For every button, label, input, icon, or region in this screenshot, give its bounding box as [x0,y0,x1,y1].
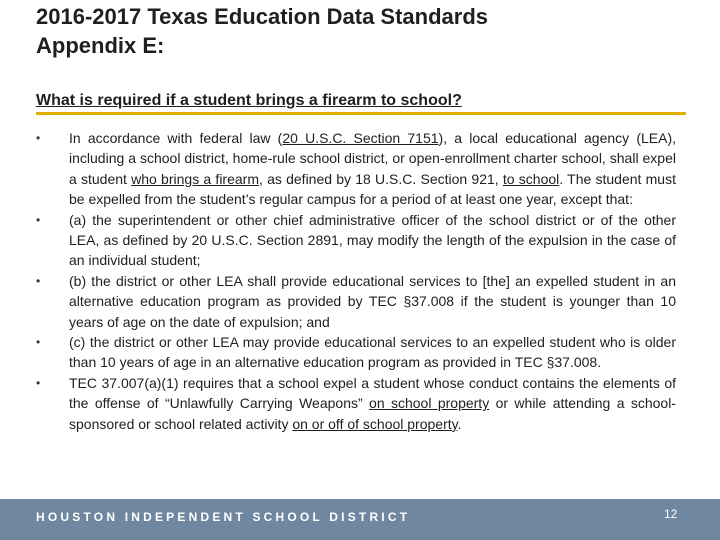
question-text: What is required if a student brings a firearm to school? [36,92,462,109]
bullet-tec-requirement: • TEC 37.007(a)(1) requires that a school expel a student whose conduct contains the elements of the offense of “Unlawfully Carrying Weapons” on school property or while attending a school-sponsored or school related activity on or off of school property. [36,374,676,432]
law-citation: 20 U.S.C. Section 7151 [282,130,439,146]
bullet-federal-law: • In accordance with federal law (20 U.S.C. Section 7151), a local educational agency (LEA), including a school district, home-rule school district, or open-enrollment charter school, shall expel a student who brings a firearm, as defined by 18 U.S.C. Section 921, to school. The student must be expelled from the student’s regular campus for a period of at least one year, except that: [36,130,677,208]
school-property-phrase: on school property [369,395,490,412]
slide-title [36,2,696,60]
bullet-dot-icon: • [36,212,41,227]
on-off-property-phrase: on or off of school property [292,415,458,432]
question-heading [36,90,686,115]
title-line-2: Appendix E: [36,33,165,58]
bullet-dot-icon: • [36,375,41,390]
bullet-exception-b: • (b) the district or other LEA shall provide educational services to [the] an expelled student in an alternative education program as provided by TEC §37.008 if the student is younger than 10 years of age on the date of expulsion; and [36,272,676,330]
bullet-exception-a: • (a) the superintendent or other chief administrative officer of the school district or of the other LEA, as defined by 20 U.S.C. Section 2891, may modify the length of the expulsion in the case of an individual student; [36,211,676,269]
to-school-phrase: to school [502,170,560,187]
bullet-exception-c: • (c) the district or other LEA may provide educational services to an expelled student who is older than 10 years of age in an alternative education program as provided in TEC §37.008. [36,334,676,371]
footer-bar [0,499,720,540]
brings-firearm-phrase: who brings a firearm [131,170,259,187]
bullet-dot-icon: • [36,131,41,145]
bullet-dot-icon: • [36,335,41,350]
footer-organization: HOUSTON INDEPENDENT SCHOOL DISTRICT [36,510,411,524]
page-number: 12 [664,507,678,521]
bullet-dot-icon: • [36,273,41,288]
title-line-1: 2016-2017 Texas Education Data Standards [36,4,489,29]
bullet-list [36,128,676,434]
